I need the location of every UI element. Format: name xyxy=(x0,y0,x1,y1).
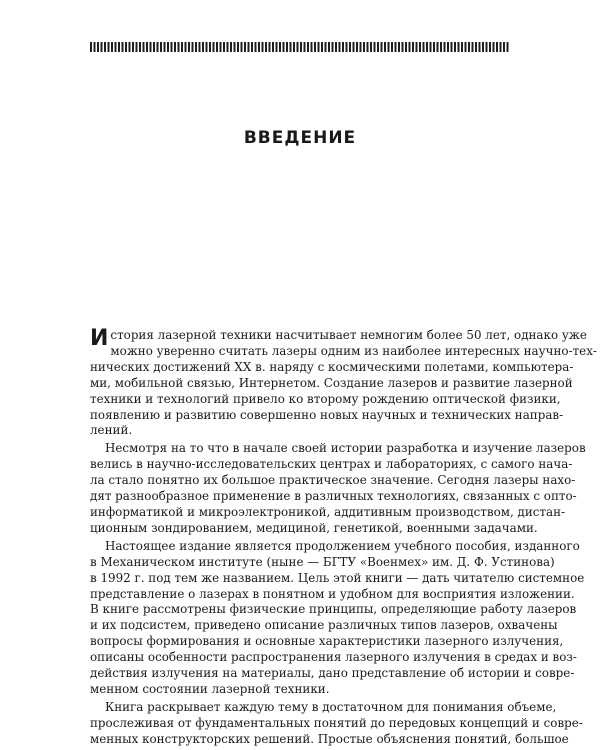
text-line: в 1992 г. под тем же названием. Цель этой книги — дать читателю системное xyxy=(90,570,585,585)
drop-cap: И xyxy=(90,326,109,351)
text-line: и их подсистем, приведено описание различных типов лазеров, охвачены xyxy=(90,618,558,633)
text-line: ми, мобильной связью, Интернетом. Создание лазеров и развитие лазерной xyxy=(90,375,573,390)
text-line: лений. xyxy=(90,423,133,438)
text-line: дят разнообразное применение в различных технологиях, связанных с опто- xyxy=(90,489,577,504)
text-line: представление о лазерах в понятном и удобном для восприятия изложении. xyxy=(90,586,575,601)
text-line: менном состоянии лазерной техники. xyxy=(90,681,330,696)
text-line: появлению и развитию совершенно новых научных и технических направ- xyxy=(90,407,564,422)
text-line: Книга раскрывает каждую тему в достаточном для понимания объеме, xyxy=(105,699,557,714)
body-text xyxy=(90,326,597,750)
text-line: В книге рассмотрены физические принципы, определяющие работу лазеров xyxy=(90,602,577,617)
text-line: ла стало понятно их большое практическое значение. Сегодня лазеры нахо- xyxy=(90,473,576,488)
chapter-title: ВВЕДЕНИЕ xyxy=(243,128,357,148)
text-line: менных конструкторских решений. Простые объяснения понятий, большое xyxy=(90,731,569,746)
paragraph-4 xyxy=(90,699,583,748)
text-line: Несмотря на то что в начале своей истории разработка и изучение лазеров xyxy=(105,441,586,456)
header-decorative-rule xyxy=(90,42,510,52)
text-line: ционным зондированием, медициной, генетикой, военными задачами. xyxy=(90,520,538,535)
text-line: действия излучения на материалы, дано представление об истории и совре- xyxy=(90,666,575,681)
text-line: Настоящее издание является продолжением учебного пособия, изданного xyxy=(105,538,580,553)
text-line: стория лазерной техники насчитывает немногим более 50 лет, однако уже xyxy=(110,328,587,342)
paragraph-2 xyxy=(90,441,586,536)
text-line: вопросы формирования и основные характеристики лазерного излучения, xyxy=(90,634,564,649)
text-line: описаны особенности распространения лазерного излучения в средах и воз- xyxy=(90,650,577,665)
text-line: техники и технологий привело ко второму рождению оптической физики, xyxy=(90,391,561,406)
paragraph-1 xyxy=(90,326,597,439)
paragraph-3 xyxy=(90,538,585,698)
text-line: информатикой и микроэлектроникой, аддитивным производством, дистан- xyxy=(90,504,566,519)
text-line: прослеживая от фундаментальных понятий до передовых концепций и совре- xyxy=(90,715,583,730)
text-line: нических достижений XX в. наряду с космическими полетами, компьютера- xyxy=(90,359,574,374)
text-line: в Механическом институте (ныне — БГТУ «Военмех» им. Д. Ф. Устинова) xyxy=(90,554,555,569)
text-line: велись в научно-исследовательских центрах и лабораториях, с самого нача- xyxy=(90,457,573,472)
text-line: можно уверенно считать лазеры одним из наиболее интересных научно-тех- xyxy=(110,343,597,358)
